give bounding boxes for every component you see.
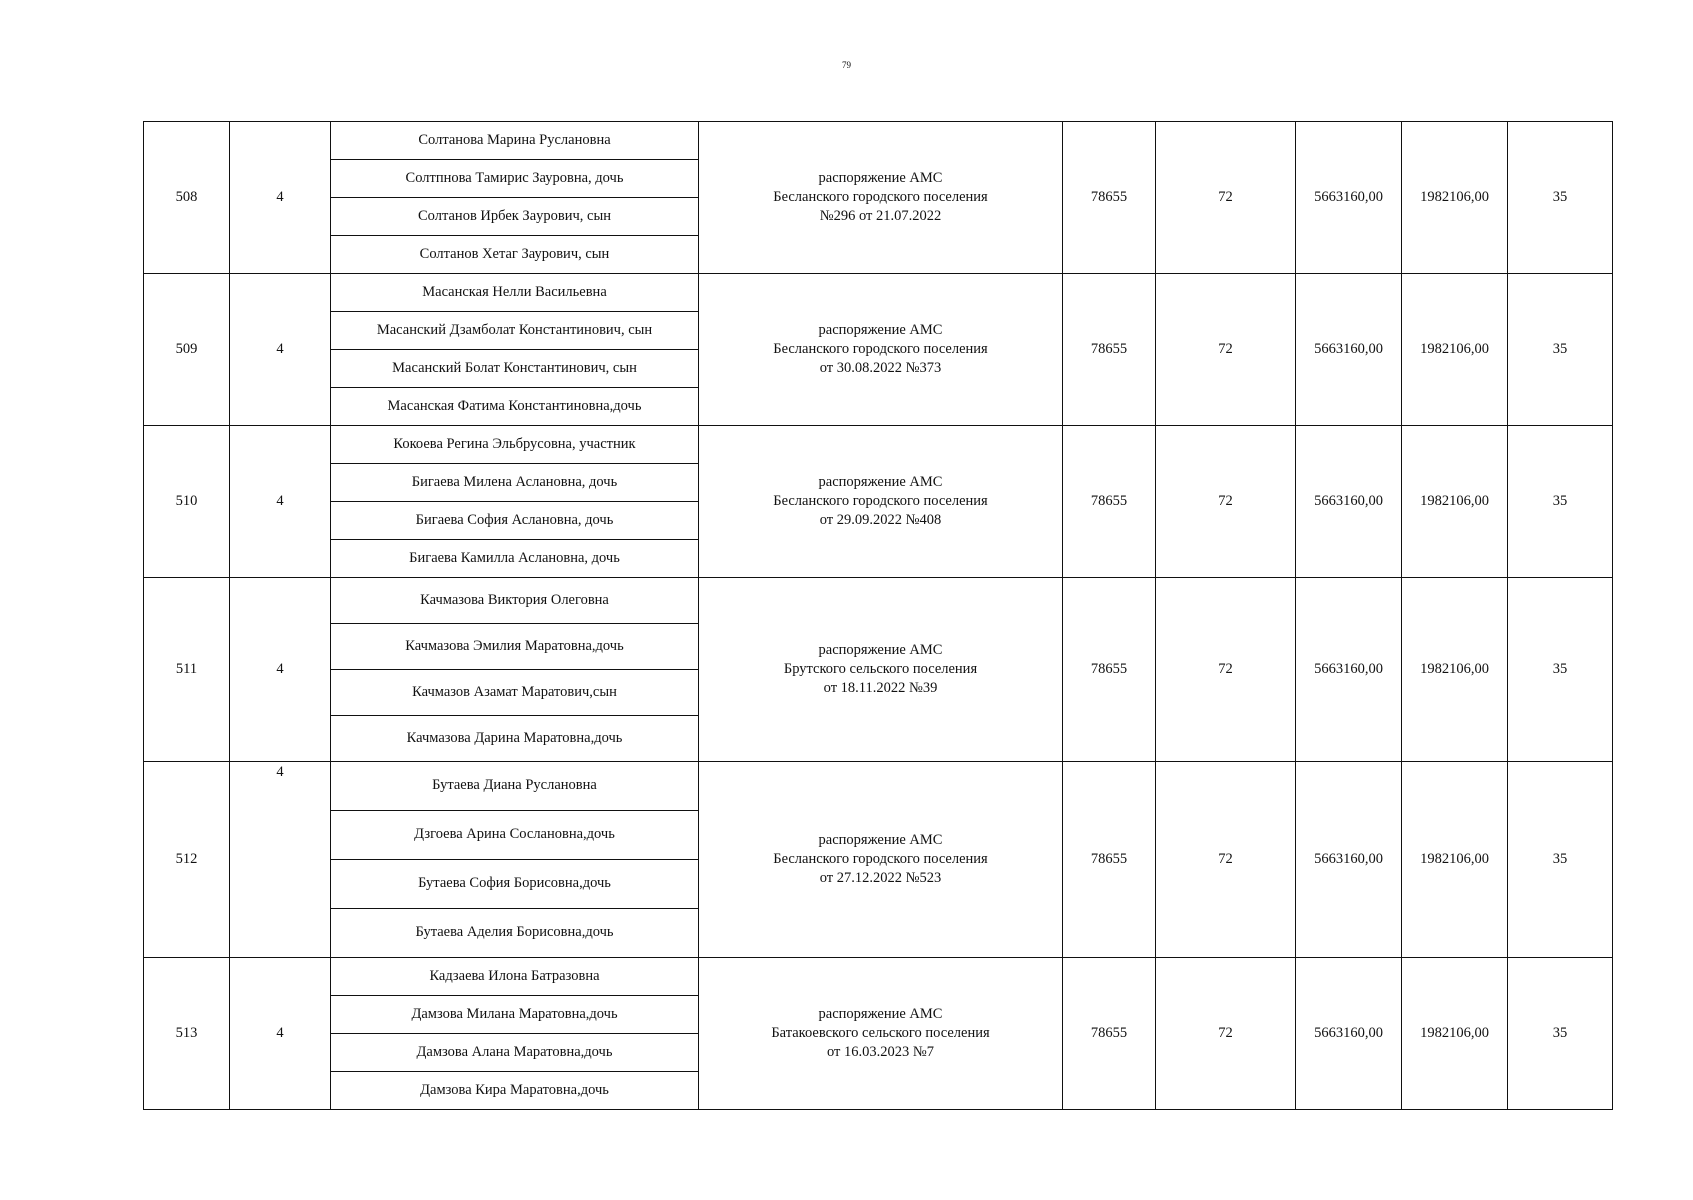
member-name: Солтанова Марина Руслановна bbox=[331, 122, 699, 160]
document-line: от 16.03.2023 №7 bbox=[827, 1044, 934, 1060]
value-cell-2: 72 bbox=[1156, 762, 1296, 958]
member-name: Дамзова Милана Маратовна,дочь bbox=[331, 996, 699, 1034]
document-line: №296 от 21.07.2022 bbox=[819, 208, 942, 224]
member-name: Бутаева София Борисовна,дочь bbox=[331, 860, 699, 909]
record-number: 510 bbox=[144, 426, 230, 578]
document-line: от 18.11.2022 №39 bbox=[823, 680, 938, 696]
value-cell-3: 5663160,00 bbox=[1296, 762, 1402, 958]
member-name: Масанский Дзамболат Константинович, сын bbox=[331, 312, 699, 350]
document-line: распоряжение АМС bbox=[818, 642, 943, 658]
value-cell-4: 1982106,00 bbox=[1402, 578, 1508, 762]
document-cell bbox=[699, 426, 1063, 578]
value-cell-5: 35 bbox=[1508, 274, 1613, 426]
value-cell-3: 5663160,00 bbox=[1296, 426, 1402, 578]
value-cell-5: 35 bbox=[1508, 762, 1613, 958]
document-line: Батакоевского сельского поселения bbox=[771, 1025, 990, 1041]
document-cell bbox=[699, 122, 1063, 274]
value-cell-4: 1982106,00 bbox=[1402, 426, 1508, 578]
value-cell-5: 35 bbox=[1508, 122, 1613, 274]
document-line: Беслaнского городского поселения bbox=[773, 189, 988, 205]
family-size: 4 bbox=[230, 274, 331, 426]
value-cell-2: 72 bbox=[1156, 958, 1296, 1110]
family-size: 4 bbox=[230, 578, 331, 762]
value-cell-3: 5663160,00 bbox=[1296, 122, 1402, 274]
table-row bbox=[144, 762, 1613, 811]
document-line: от 27.12.2022 №523 bbox=[819, 870, 942, 886]
value-cell-1: 78655 bbox=[1063, 762, 1156, 958]
table-row bbox=[144, 274, 1613, 312]
table-row bbox=[144, 958, 1613, 996]
value-cell-5: 35 bbox=[1508, 958, 1613, 1110]
record-number: 508 bbox=[144, 122, 230, 274]
member-name: Солтанов Ирбек Зaурович, сын bbox=[331, 198, 699, 236]
document-line: распоряжение АМС bbox=[818, 1006, 943, 1022]
table-body bbox=[144, 122, 1613, 1110]
value-cell-4: 1982106,00 bbox=[1402, 122, 1508, 274]
document-line: Бесланского городского поселения bbox=[773, 341, 988, 357]
value-cell-2: 72 bbox=[1156, 122, 1296, 274]
document-line: распоряжение АМС bbox=[818, 322, 943, 338]
member-name: Дамзова Алана Маратовна,дочь bbox=[331, 1034, 699, 1072]
record-number: 509 bbox=[144, 274, 230, 426]
family-size: 4 bbox=[230, 958, 331, 1110]
member-name: Качмазова Виктория Олеговна bbox=[331, 578, 699, 624]
record-number: 511 bbox=[144, 578, 230, 762]
value-cell-1: 78655 bbox=[1063, 958, 1156, 1110]
value-cell-3: 5663160,00 bbox=[1296, 274, 1402, 426]
value-cell-5: 35 bbox=[1508, 578, 1613, 762]
table-row bbox=[144, 578, 1613, 624]
value-cell-2: 72 bbox=[1156, 274, 1296, 426]
document-line: от 29.09.2022 №408 bbox=[819, 512, 942, 528]
document-cell bbox=[699, 578, 1063, 762]
value-cell-5: 35 bbox=[1508, 426, 1613, 578]
document-line: распоряжение АМС bbox=[818, 832, 943, 848]
family-size: 4 bbox=[230, 426, 331, 578]
value-cell-3: 5663160,00 bbox=[1296, 578, 1402, 762]
document-cell bbox=[699, 958, 1063, 1110]
member-name: Масанский Болат Константинович, сын bbox=[331, 350, 699, 388]
page-number: 79 bbox=[842, 60, 851, 70]
member-name: Бутаева Аделия Борисовна,дочь bbox=[331, 909, 699, 958]
member-name: Бигаева Милена Аслановна, дочь bbox=[331, 464, 699, 502]
member-name: Качмазова Дарина Маратовна,дочь bbox=[331, 716, 699, 762]
value-cell-1: 78655 bbox=[1063, 426, 1156, 578]
value-cell-1: 78655 bbox=[1063, 274, 1156, 426]
member-name: Кадзаева Илона Батразовна bbox=[331, 958, 699, 996]
records-table bbox=[143, 121, 1613, 1110]
member-name: Бутаева Диана Руслановна bbox=[331, 762, 699, 811]
table-row bbox=[144, 426, 1613, 464]
member-name: Качмазова Эмилия Маратовна,дочь bbox=[331, 624, 699, 670]
document-line: распоряжение АМС bbox=[818, 170, 943, 186]
record-number: 512 bbox=[144, 762, 230, 958]
member-name: Солтпнова Тамирис Зауровна, дочь bbox=[331, 160, 699, 198]
member-name: Качмазов Азамат Маратович,сын bbox=[331, 670, 699, 716]
member-name: Кокоева Регина Эльбрусовна, участник bbox=[331, 426, 699, 464]
document-line: Бесланского городского поселения bbox=[773, 493, 988, 509]
value-cell-2: 72 bbox=[1156, 578, 1296, 762]
document-cell bbox=[699, 274, 1063, 426]
member-name: Дзгоева Арина Сослановна,дочь bbox=[331, 811, 699, 860]
record-number: 513 bbox=[144, 958, 230, 1110]
value-cell-1: 78655 bbox=[1063, 578, 1156, 762]
family-size: 4 bbox=[230, 762, 331, 958]
value-cell-4: 1982106,00 bbox=[1402, 274, 1508, 426]
member-name: Солтанов Хетаг Заурович, сын bbox=[331, 236, 699, 274]
member-name: Бигаева Камилла Аслановна, дочь bbox=[331, 540, 699, 578]
document-cell bbox=[699, 762, 1063, 958]
document-line: Брутского сельского поселения bbox=[783, 661, 978, 677]
family-size: 4 bbox=[230, 122, 331, 274]
member-name: Дамзова Кира Маратовна,дочь bbox=[331, 1072, 699, 1110]
member-name: Масанская Нелли Васильевна bbox=[331, 274, 699, 312]
value-cell-4: 1982106,00 bbox=[1402, 958, 1508, 1110]
document-line: от 30.08.2022 №373 bbox=[819, 360, 942, 376]
value-cell-2: 72 bbox=[1156, 426, 1296, 578]
document-line: Бесланского городского поселения bbox=[773, 851, 988, 867]
document-line: распоряжение АМС bbox=[818, 474, 943, 490]
table-row bbox=[144, 122, 1613, 160]
value-cell-1: 78655 bbox=[1063, 122, 1156, 274]
value-cell-3: 5663160,00 bbox=[1296, 958, 1402, 1110]
value-cell-4: 1982106,00 bbox=[1402, 762, 1508, 958]
member-name: Масанская Фатима Константиновна,дочь bbox=[331, 388, 699, 426]
member-name: Бигаева София Аслановна, дочь bbox=[331, 502, 699, 540]
